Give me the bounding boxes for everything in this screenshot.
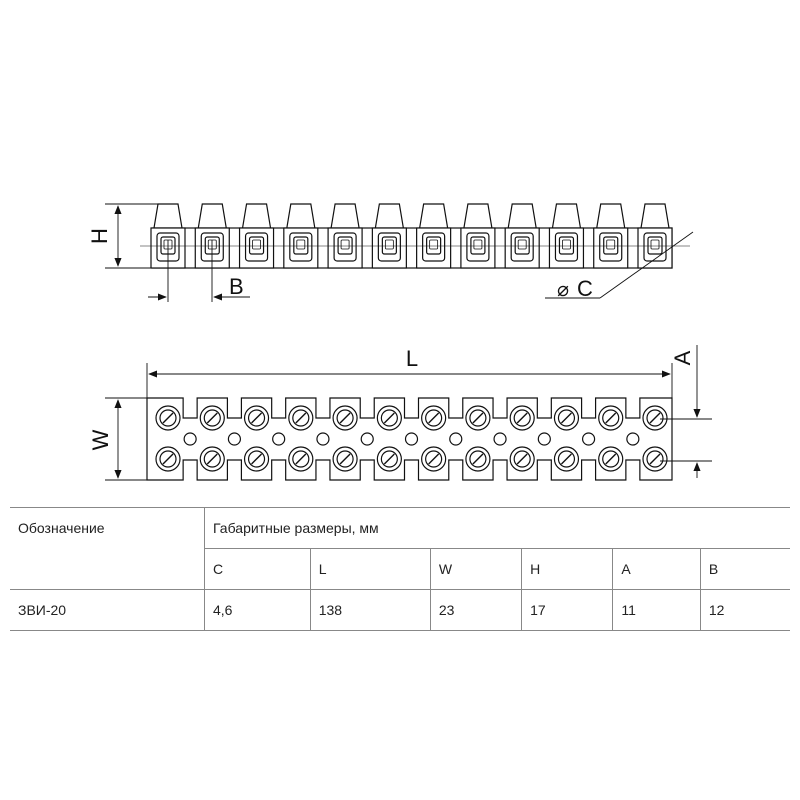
column-header: A — [613, 549, 700, 590]
screw-icon — [554, 406, 578, 430]
table-cell: 138 — [310, 590, 430, 631]
wire-clamp-inner — [253, 240, 261, 249]
mounting-hole — [361, 433, 373, 445]
wire-clamp-inner — [430, 240, 438, 249]
mounting-hole — [494, 433, 506, 445]
wire-clamp-inner — [341, 240, 349, 249]
screw-icon — [289, 406, 313, 430]
terminal-cap — [331, 204, 359, 228]
side-terminal — [284, 204, 318, 268]
terminal-cap — [420, 204, 448, 228]
mounting-hole — [406, 433, 418, 445]
screw-icon — [245, 406, 269, 430]
dimensions-table — [10, 507, 790, 631]
dimension-c-symbol: ⌀ — [557, 279, 570, 301]
terminal-cap — [464, 204, 492, 228]
side-terminal — [417, 204, 451, 268]
dimension-w-label: W — [88, 429, 113, 451]
column-header: B — [700, 549, 790, 590]
wire-clamp-inner — [474, 240, 482, 249]
wire-clamp-inner — [607, 240, 615, 249]
terminal-cap — [243, 204, 271, 228]
table-cell: 23 — [430, 590, 521, 631]
wire-clamp-inner — [562, 240, 570, 249]
terminal-cap — [641, 204, 669, 228]
screw-icon — [200, 406, 224, 430]
screw-icon — [333, 406, 357, 430]
designation-value: ЗВИ-20 — [10, 590, 205, 631]
screw-icon — [466, 406, 490, 430]
dimension-h-label: H — [87, 228, 112, 244]
screw-icon — [377, 447, 401, 471]
mounting-hole — [538, 433, 550, 445]
screw-icon — [156, 406, 180, 430]
mounting-hole — [450, 433, 462, 445]
screw-icon — [599, 406, 623, 430]
designation-header: Обозначение — [10, 508, 205, 590]
column-header: L — [310, 549, 430, 590]
terminal-cap — [597, 204, 625, 228]
terminal-cap — [154, 204, 182, 228]
side-terminal — [594, 204, 628, 268]
side-terminal — [461, 204, 495, 268]
terminal-cap — [198, 204, 226, 228]
wire-clamp-inner — [385, 240, 393, 249]
plan-view — [147, 398, 672, 480]
side-terminal — [505, 204, 539, 268]
side-terminal — [328, 204, 362, 268]
dimension-a-label: A — [670, 350, 695, 366]
column-header: C — [205, 549, 311, 590]
table-cell: 4,6 — [205, 590, 311, 631]
mounting-hole — [184, 433, 196, 445]
dimensions-header: Габаритные размеры, мм — [205, 508, 791, 549]
screw-icon — [554, 447, 578, 471]
dimension-c-label: C — [577, 276, 593, 301]
screw-icon — [245, 447, 269, 471]
screw-icon — [422, 447, 446, 471]
terminal-cap — [552, 204, 580, 228]
screw-icon — [422, 406, 446, 430]
screw-icon — [510, 447, 534, 471]
side-terminal — [372, 204, 406, 268]
side-view — [140, 204, 690, 268]
dimension-l-label: L — [405, 346, 419, 371]
side-terminal — [549, 204, 583, 268]
screw-icon — [510, 406, 534, 430]
terminal-cap — [375, 204, 403, 228]
mounting-hole — [317, 433, 329, 445]
mounting-hole — [627, 433, 639, 445]
table-cell: 17 — [522, 590, 613, 631]
table-cell: 11 — [613, 590, 700, 631]
mounting-hole — [583, 433, 595, 445]
wire-clamp-inner — [297, 240, 305, 249]
column-header: H — [522, 549, 613, 590]
terminal-cap — [508, 204, 536, 228]
mounting-hole — [228, 433, 240, 445]
dimension-b-label: B — [229, 274, 244, 299]
mounting-hole — [273, 433, 285, 445]
terminal-cap — [287, 204, 315, 228]
screw-icon — [466, 447, 490, 471]
screw-icon — [643, 406, 667, 430]
screw-icon — [200, 447, 224, 471]
screw-icon — [333, 447, 357, 471]
table-cell: 12 — [700, 590, 790, 631]
screw-icon — [599, 447, 623, 471]
screw-icon — [289, 447, 313, 471]
wire-clamp-inner — [651, 240, 659, 249]
side-terminal — [638, 204, 672, 268]
side-terminal — [240, 204, 274, 268]
wire-clamp-inner — [518, 240, 526, 249]
column-header: W — [430, 549, 521, 590]
screw-icon — [156, 447, 180, 471]
screw-icon — [377, 406, 401, 430]
screw-icon — [643, 447, 667, 471]
